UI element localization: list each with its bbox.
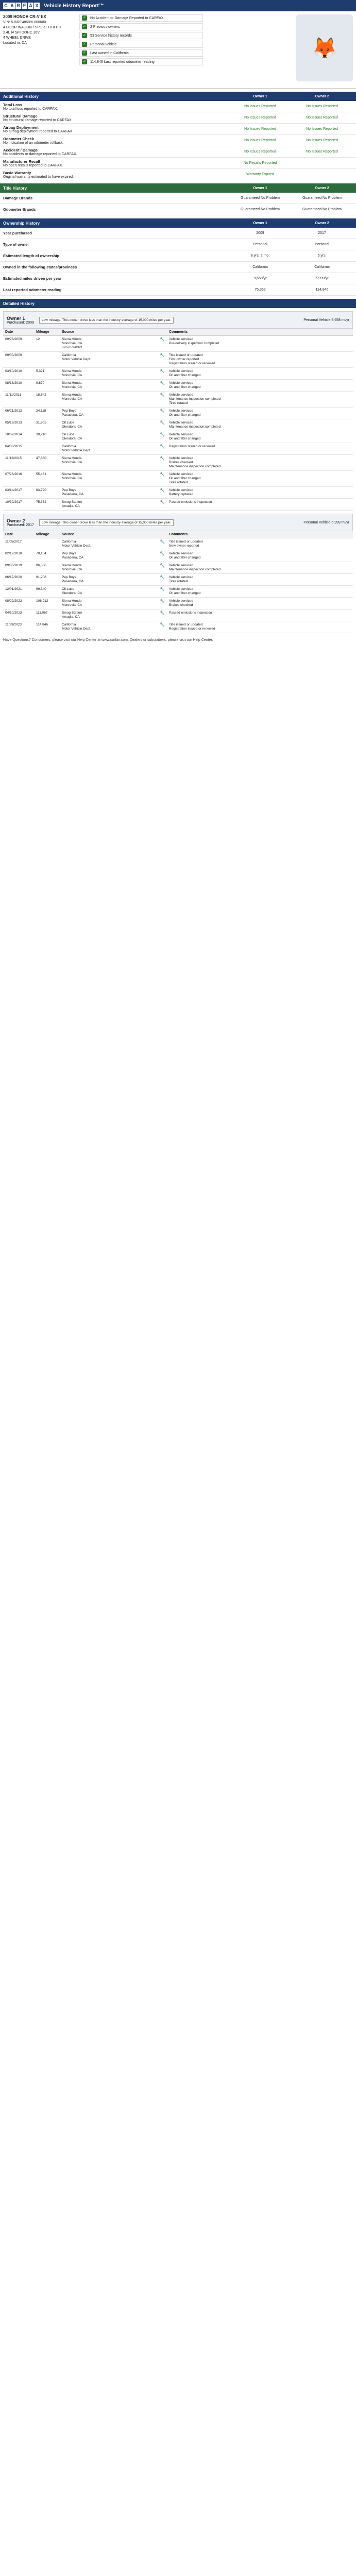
record-mileage: 47,880 [34,455,60,471]
record-date: 11/29/2023 [3,621,34,633]
record-comments: Vehicle serviced Battery replaced [167,487,353,499]
table-row [3,562,353,574]
table-row [3,443,353,455]
record-source: Oil Lube Glendora, CA [60,431,158,443]
wrench-icon: 🔧 [160,409,165,413]
row-sublabel: Original warranty estimated to have expired. [3,175,74,179]
record-source: Pep Boys Pasadena, CA [60,550,158,562]
wrench-icon: 🔧 [160,500,165,504]
row-label: Type of owner [3,242,29,247]
row-value: No Issues Reported [306,139,338,142]
record-comments: Vehicle serviced Oil and filter changed [167,586,353,598]
record-mileage: 24,118 [34,408,60,419]
row-value: Guaranteed No Problem [302,196,342,200]
row-value: 9,658/yr [253,277,267,280]
row-label-group [3,171,229,179]
logo-letter: A [28,3,33,9]
highlight-checks [79,14,292,85]
row-value: Guaranteed No Problem [302,208,342,211]
record-source: California Motor Vehicle Dept. [60,443,158,455]
check-item[interactable]: ✓ No Accident or Damage Reported to CARFAX [79,14,203,22]
record-comments: Passed emissions inspection [167,609,353,621]
record-comments: Vehicle serviced Oil and filter changed Tires rotated [167,471,353,487]
table-row [3,550,353,562]
check-item[interactable]: ✓ 53 Service history records [79,32,203,39]
column-header: Date [3,329,34,336]
record-mileage: 111,067 [34,609,60,621]
record-source: Sierra Honda Monrovia, CA 626-359-8321 [60,336,158,352]
row-value: No Issues Reported [306,105,338,108]
row-label-group [3,114,229,122]
vehicle-vin: VIN: 5J6RE48509L000000 [3,21,46,24]
record-source: Sierra Honda Monrovia, CA [60,455,158,471]
row-label-group [3,159,229,167]
record-date: 04/10/2023 [3,609,34,621]
owner-1-header: Owner 1 Purchased: 2009 Low mileage! This owner drove less than the industry average of 15,000 miles per year. Personal Vehicle 9,658 mi/yr [3,311,353,329]
row-value: No Issues Reported [244,116,276,120]
owner-2-header: Owner 2 Purchased: 2017 Low mileage! This owner drove less than the industry average of 15,000 miles per year. Personal Vehicle 5,999 mi/yr [3,514,353,531]
record-mileage [34,443,60,455]
row-label: Damage Brands [3,196,33,200]
owner-type: Personal Vehicle 5,999 mi/yr [303,520,349,524]
record-mileage: 39,210 [34,431,60,443]
record-source: Sierra Honda Monrovia, CA [60,392,158,408]
record-icon-cell [158,419,167,431]
wrench-icon: 🔧 [160,472,165,477]
table-row [3,419,353,431]
row-value: No Issues Reported [244,105,276,108]
record-mileage: 114,846 [34,621,60,633]
record-mileage: 55,431 [34,471,60,487]
row-label-group [3,137,229,145]
record-source: Smog Station Arcadia, CA [60,499,158,511]
record-date: 10/30/2017 [3,499,34,511]
wrench-icon: 🔧 [160,369,165,374]
record-date: 03/10/2010 [3,368,34,380]
record-source: Sierra Honda Monrovia, CA [60,598,158,609]
history-row [0,204,356,215]
record-mileage: 86,550 [34,562,60,574]
title-history-section [0,183,356,215]
record-icon-cell [158,550,167,562]
row-label: Estimated miles driven per year [3,276,61,281]
record-date: 09/28/2009 [3,336,34,352]
history-row [0,124,356,135]
section-header: Title History Owner 1 Owner 2 [0,183,356,193]
section-header: Additional History Owner 1 Owner 2 [0,92,356,101]
history-row [0,112,356,124]
record-comments: Vehicle serviced Oil and filter changed [167,408,353,419]
record-date: 07/26/2016 [3,471,34,487]
row-value: Warranty Expired [246,173,274,176]
row-sublabel: No structural damage reported to CARFAX. [3,118,73,122]
column-header: Source [60,531,158,538]
record-icon-cell [158,455,167,471]
history-row [0,273,356,284]
record-comments: Title issued or updated First owner reported Registration issued or renewed [167,352,353,368]
table-row [3,336,353,352]
record-comments: Vehicle serviced Maintenance inspection completed [167,562,353,574]
record-comments: Passed emissions inspection [167,499,353,511]
wrench-icon: 🔧 [160,444,165,449]
wrench-icon: 🔧 [160,539,165,544]
row-sublabel: No accidents or damage reported to CARFAX. [3,152,77,156]
wrench-icon: 🔧 [160,353,165,358]
row-label: Manufacturer Recall [3,159,40,164]
check-icon: ✓ [82,33,87,38]
record-icon-cell [158,538,167,550]
row-label-group [3,103,229,111]
wrench-icon: 🔧 [160,599,165,603]
section-header: Detailed History [0,299,356,308]
wrench-icon: 🔧 [160,622,165,627]
row-label-group [3,196,229,200]
history-row [0,158,356,169]
record-icon-cell [158,562,167,574]
column-header: Source [60,329,158,336]
history-row [0,262,356,273]
record-source: California Motor Vehicle Dept. [60,538,158,550]
row-value: 114,846 [315,288,329,292]
row-label: Structural Damage [3,113,38,118]
record-comments: Vehicle serviced Maintenance inspection completed Tires rotated [167,392,353,408]
record-comments: Vehicle serviced Brakes checked Maintenance inspection completed [167,455,353,471]
row-value: 6 yrs. [317,254,327,258]
record-source: Pep Boys Pasadena, CA [60,408,158,419]
record-icon-cell [158,621,167,633]
record-date: 12/01/2021 [3,586,34,598]
row-sublabel: No airbag deployment reported to CARFAX. [3,129,74,133]
record-comments: Vehicle serviced Pre-delivery inspection completed [167,336,353,352]
row-label-group [3,276,229,281]
row-label-group [3,125,229,133]
row-label-group [3,242,229,247]
row-value: No Issues Reported [306,116,338,120]
row-value: California [252,265,268,269]
wrench-icon: 🔧 [160,563,165,568]
record-mileage: 63,720 [34,487,60,499]
column-header: Mileage [34,531,60,538]
carfax-logo [3,3,40,9]
column-header [158,531,167,538]
logo-letter: A [9,3,15,9]
wrench-icon: 🔧 [160,420,165,425]
record-comments: Vehicle serviced Oil and filter changed [167,368,353,380]
record-source: Pep Boys Pasadena, CA [60,487,158,499]
row-label-group [3,253,229,258]
check-item[interactable]: ✓ Last owned in California [79,49,203,57]
vehicle-summary [0,11,356,89]
check-icon: ✓ [82,42,87,47]
table-row [3,380,353,392]
record-date: 11/12/2015 [3,455,34,471]
record-date: 08/18/2010 [3,380,34,392]
row-label: Odometer Brands [3,207,36,212]
row-value: Guaranteed No Problem [241,208,280,211]
record-date: 05/19/2013 [3,419,34,431]
row-value: California [314,265,330,269]
record-icon-cell [158,368,167,380]
table-row [3,487,353,499]
record-icon-cell [158,586,167,598]
history-row [0,228,356,239]
history-row [0,146,356,158]
record-comments: Vehicle serviced Tires rotated [167,574,353,586]
vehicle-info [3,14,75,85]
row-label: Estimated length of ownership [3,253,60,258]
record-date: 06/17/2020 [3,574,34,586]
wrench-icon: 🔧 [160,456,165,461]
record-comments: Registration issued or renewed [167,443,353,455]
record-icon-cell [158,499,167,511]
check-item[interactable]: ✓ 2 Previous owners [79,23,203,30]
wrench-icon: 🔧 [160,575,165,580]
table-row [3,499,353,511]
row-label: Last reported odometer reading [3,287,62,292]
record-mileage: 5,321 [34,368,60,380]
row-label-group [3,265,229,269]
vehicle-model: 2009 HONDA CR-V EX [3,14,46,19]
row-value: No Issues Reported [244,139,276,142]
row-sublabel: No open recalls reported to CARFAX. [3,163,63,167]
table-row [3,392,353,408]
record-source: Sierra Honda Monrovia, CA [60,368,158,380]
wrench-icon: 🔧 [160,381,165,385]
table-row [3,455,353,471]
logo-letter: X [34,3,40,9]
record-icon-cell [158,598,167,609]
record-comments: Vehicle serviced Brakes checked [167,598,353,609]
owner-type: Personal Vehicle 9,658 mi/yr [303,318,349,322]
record-mileage: 12 [34,336,60,352]
row-value: Personal [253,243,267,246]
column-header: Comments [167,531,353,538]
record-source: California Motor Vehicle Dept. [60,621,158,633]
row-value: Personal [315,243,329,246]
record-source: Smog Station Arcadia, CA [60,609,158,621]
row-value: 2009 [256,231,264,235]
report-title: Vehicle History Report™ [44,3,104,9]
record-source: Pep Boys Pasadena, CA [60,574,158,586]
record-icon-cell [158,392,167,408]
column-header: Comments [167,329,353,336]
row-label-group [3,231,229,235]
row-sublabel: No total loss reported to CARFAX. [3,107,58,111]
record-icon-cell [158,471,167,487]
vehicle-line: 4 DOOR WAGON / SPORT UTILITY [3,26,62,29]
additional-history-section [0,92,356,180]
table-row [3,586,353,598]
record-icon-cell [158,380,167,392]
record-mileage: 78,104 [34,550,60,562]
history-row [0,169,356,180]
record-mileage: 75,362 [34,499,60,511]
low-mileage-badge: Low mileage! This owner drove less than the industry average of 15,000 miles per year. [39,519,174,526]
record-comments: Title issued or updated Registration issued or renewed [167,621,353,633]
row-value: 5,999/yr [315,277,329,280]
record-mileage: 106,912 [34,598,60,609]
record-icon-cell [158,408,167,419]
record-comments: Vehicle serviced Maintenance inspection completed [167,419,353,431]
logo-letter: F [22,3,27,9]
vehicle-line: 2.4L I4 SFI DOHC 16V [3,31,40,35]
history-row [0,284,356,296]
table-row [3,621,353,633]
record-date: 03/14/2017 [3,487,34,499]
row-value: 75,362 [255,288,266,292]
record-date: 09/03/2019 [3,562,34,574]
vehicle-line: Located in: CA [3,41,27,45]
record-date: 11/11/2011 [3,392,34,408]
table-row [3,471,353,487]
check-icon: ✓ [82,24,87,29]
column-header [158,329,167,336]
row-sublabel: No indication of an odometer rollback. [3,141,64,145]
owner-1-records [3,329,353,511]
history-row [0,135,356,146]
history-row [0,193,356,204]
row-label: Airbag Deployment [3,125,39,130]
table-row [3,408,353,419]
record-source: Sierra Honda Monrovia, CA [60,471,158,487]
wrench-icon: 🔧 [160,587,165,591]
record-source: Sierra Honda Monrovia, CA [60,380,158,392]
carfax-fox-mascot: 🦊 [296,14,353,81]
owner-2-records [3,531,353,633]
logo-letter: R [15,3,21,9]
row-label-group [3,207,229,212]
logo-letter: C [3,3,9,9]
record-mileage: 31,905 [34,419,60,431]
record-source: California Motor Vehicle Dept. [60,352,158,368]
table-row [3,609,353,621]
check-icon: ✓ [82,50,87,56]
check-item[interactable]: ✓ 114,846 Last reported odometer reading [79,58,203,65]
row-value: 2017 [318,231,326,235]
record-mileage: 91,208 [34,574,60,586]
record-date: 10/02/2014 [3,431,34,443]
detailed-history-section [0,299,356,633]
row-label: Year purchased [3,231,32,235]
wrench-icon: 🔧 [160,393,165,397]
row-value: No Issues Reported [244,127,276,131]
check-icon: ✓ [82,59,87,64]
history-row [0,239,356,250]
record-date: 08/22/2022 [3,598,34,609]
column-header: Mileage [34,329,60,336]
record-mileage [34,538,60,550]
record-icon-cell [158,443,167,455]
row-value: No Issues Reported [306,127,338,131]
record-mileage [34,352,60,368]
wrench-icon: 🔧 [160,611,165,615]
table-row [3,368,353,380]
record-date: 09/30/2009 [3,352,34,368]
footer-help-text: Have Questions? Consumers, please visit our Help Center at www.carfax.com. Dealers or subscribers, please visit our Help Center. [3,638,213,642]
table-row [3,431,353,443]
record-comments: Vehicle serviced Oil and filter changed [167,550,353,562]
record-mileage: 99,340 [34,586,60,598]
column-header: Date [3,531,34,538]
ownership-history-section [0,218,356,296]
wrench-icon: 🔧 [160,551,165,556]
record-date: 02/12/2018 [3,550,34,562]
row-value: Guaranteed No Problem [241,196,280,200]
row-label: Owned in the following states/provinces [3,265,77,269]
record-comments: Vehicle serviced Oil and filter changed [167,431,353,443]
record-source: Sierra Honda Monrovia, CA [60,562,158,574]
record-icon-cell [158,487,167,499]
section-header: Ownership History Owner 1 Owner 2 [0,218,356,228]
table-row [3,598,353,609]
check-item[interactable]: ✓ Personal vehicle [79,41,203,48]
record-icon-cell [158,336,167,352]
table-row [3,538,353,550]
record-mileage: 18,642 [34,392,60,408]
record-icon-cell [158,352,167,368]
wrench-icon: 🔧 [160,337,165,342]
row-label: Odometer Check [3,136,35,141]
row-label: Basic Warranty [3,170,31,175]
record-mileage: 9,870 [34,380,60,392]
check-icon: ✓ [82,15,87,21]
history-row [0,250,356,262]
report-header [0,0,356,11]
record-icon-cell [158,574,167,586]
wrench-icon: 🔧 [160,432,165,437]
row-value: No Recalls Reported [243,161,277,165]
record-icon-cell [158,609,167,621]
vehicle-line: 4 WHEEL DRIVE [3,36,31,40]
record-source: Oil Lube Glendora, CA [60,419,158,431]
record-icon-cell [158,431,167,443]
record-date: 11/05/2017 [3,538,34,550]
history-row [0,101,356,112]
record-comments: Title issued or updated New owner reported [167,538,353,550]
record-date: 06/21/2012 [3,408,34,419]
row-value: No Issues Reported [306,150,338,154]
row-label-group [3,148,229,156]
row-label: Total Loss [3,102,22,107]
low-mileage-badge: Low mileage! This owner drove less than the industry average of 15,000 miles per year. [39,317,174,324]
row-value: 8 yrs. 2 mo. [250,254,270,258]
wrench-icon: 🔧 [160,488,165,493]
row-label-group [3,287,229,292]
table-row [3,574,353,586]
row-value: No Issues Reported [244,150,276,154]
table-row [3,352,353,368]
record-date: 04/08/2015 [3,443,34,455]
record-comments: Vehicle serviced Oil and filter changed [167,380,353,392]
record-source: Oil Lube Glendora, CA [60,586,158,598]
row-label: Accident / Damage [3,147,38,152]
